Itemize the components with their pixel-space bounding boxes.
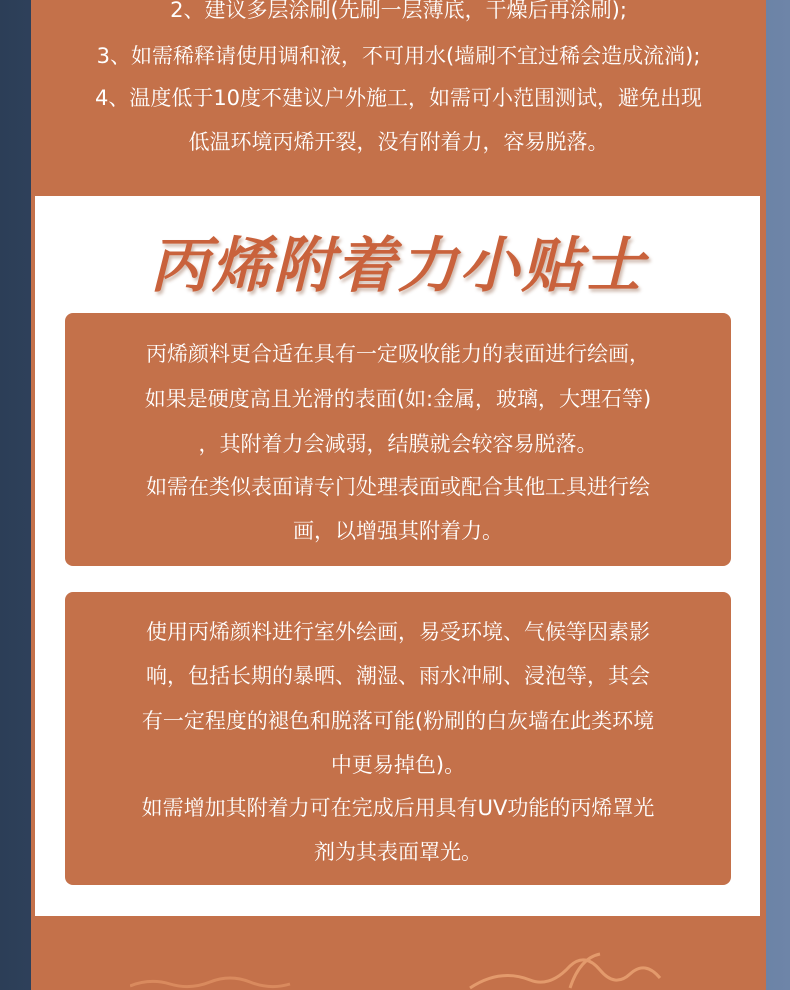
tip-card-outdoor xyxy=(65,592,731,885)
tip-line: 使用丙烯颜料进行室外绘画，易受环境、气候等因素影 xyxy=(146,620,650,644)
tip-line: 剂为其表面罩光。 xyxy=(314,840,482,864)
usage-note-4: 4、温度低于10度不建议户外施工，如需可小范围测试，避免出现 xyxy=(94,86,703,110)
tips-title: 丙烯附着力小贴士 xyxy=(149,231,646,301)
usage-note-2: 2、建议多层涂刷(先刷一层薄底，干燥后再涂刷); xyxy=(170,0,627,22)
tip-line: ，其附着力会减弱，结膜就会较容易脱落。 xyxy=(198,432,598,456)
tip-line: 响，包括长期的暴晒、潮湿、雨水冲刷、浸泡等，其会 xyxy=(146,664,650,688)
tip-line: 丙烯颜料更合适在具有一定吸收能力的表面进行绘画， xyxy=(146,342,650,366)
tip-line: 如需增加其附着力可在完成后用具有UV功能的丙烯罩光 xyxy=(141,796,655,820)
tip-line: 画，以增强其附着力。 xyxy=(293,519,503,543)
decorative-script-lettering xyxy=(130,948,670,990)
tip-line: 如果是硬度高且光滑的表面(如:金属，玻璃，大理石等) xyxy=(144,387,652,411)
usage-note-4-cont: 低温环境丙烯开裂，没有附着力，容易脱落。 xyxy=(188,130,609,154)
usage-notes xyxy=(31,0,766,195)
tip-card-adhesion xyxy=(65,313,731,566)
tip-line: 中更易掉色)。 xyxy=(330,753,466,777)
usage-note-3: 3、如需稀释请使用调和液，不可用水(墙刷不宜过稀会造成流淌); xyxy=(96,44,701,68)
tip-line: 如需在类似表面请专门处理表面或配合其他工具进行绘 xyxy=(146,475,650,499)
tip-line: 有一定程度的褪色和脱落可能(粉刷的白灰墙在此类环境 xyxy=(141,709,655,733)
